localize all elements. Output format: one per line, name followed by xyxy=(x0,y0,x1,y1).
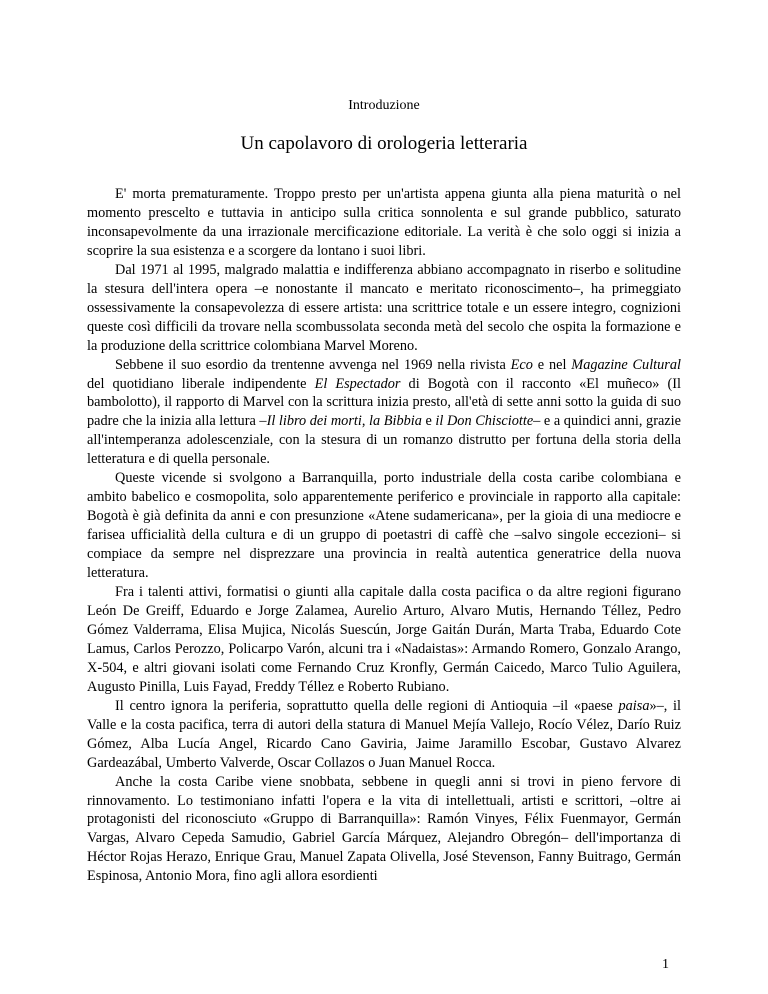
italic-text: paisa xyxy=(618,697,650,714)
paragraph xyxy=(87,583,681,697)
text-run: Dal 1971 al 1995, malgrado malattia e indifferenza abbiano accompagnato in riserbo e solitudine la stesura dell'intera opera –e nonostante il mancato e meritato riconoscimento–, ha primeggiato ossessivamente la consapevolezza di essere artista: una scrittrice totale e un essere integro, cognizioni queste così difficili da trovare nella scombussolata seconda metà del secolo che ospita la formazione e la produzione della scrittrice colombiana Marvel Moreno. xyxy=(87,261,681,354)
paragraph xyxy=(87,697,681,773)
italic-text: Eco xyxy=(510,356,533,373)
text-run: E' morta prematuramente. Troppo presto per un'artista appena giunta alla piena maturità o nel momento prescelto e tuttavia in anticipo sulla critica sonnolenta e sul grande pubblico, saturato inconsapevolmente da una irrazionale mercificazione editoriale. La verità è che solo oggi si inizia a scoprire la sua esistenza e a scorgere da lontano i suoi libri. xyxy=(87,186,681,259)
italic-text: la Bibbia xyxy=(369,413,422,430)
paragraph xyxy=(87,773,681,887)
italic-text: El Espectador xyxy=(314,375,401,392)
text-run: e xyxy=(421,413,436,430)
section-label: Introduzione xyxy=(348,98,420,113)
paragraph xyxy=(87,356,681,470)
text-run: Fra i talenti attivi, formatisi o giunti alla capitale dalla costa pacifica o da altre regioni figurano León De Greiff, Eduardo e Jorge Zalamea, Aurelio Arturo, Alvaro Mutis, Hernando Téllez, Pedro Gómez Valderrama, Elisa Mujica, Nicolás Suescún, Jorge Gaitán Durán, Marta Traba, Eduardo Cote Lamus, Carlos Perozzo, Policarpo Varón, alcuni tra i «Nadaistas»: Armando Romero, Gonzalo Arango, X-504, e altri giovani isolati come Fernando Cruz Kronfly, Germán Caicedo, Marco Tulio Aguilera, Augusto Pinilla, Luis Fayad, Freddy Téllez e Roberto Rubiano. xyxy=(87,584,681,695)
text-run: – e a quindici anni, grazie all'intemperanza adolescenziale, con la stesura di un romanzo distrutto per fortuna della storia della letteratura e di quella personale. xyxy=(87,413,681,468)
italic-text: Il libro dei morti xyxy=(266,413,362,430)
text-run: , xyxy=(361,413,370,430)
paragraph xyxy=(87,185,681,261)
text-run: »–, il Valle e la costa pacifica, terra di autori della statura di Manuel Mejía Vallejo, Rocío Vélez, Darío Ruiz Gómez, Alba Lucía Angel, Ricardo Cano Gaviria, Jaime Jaramillo Escobar, Gustavo Alvarez Gardeazábal, Umberto Valverde, Oscar Collazos o Juan Manuel Rocca. xyxy=(87,697,682,771)
chapter-title: Un capolavoro di orologeria letteraria xyxy=(240,133,528,154)
text-run: Sebbene il suo esordio da trentenne avvenga nel 1969 nella rivista xyxy=(115,356,511,373)
text-run: Il centro ignora la periferia, soprattutto quella delle regioni di Antioquia –il «paese xyxy=(115,697,619,714)
italic-text: Magazine Cultural xyxy=(571,356,681,373)
paragraph xyxy=(87,261,681,356)
text-run: e nel xyxy=(532,356,572,373)
text-run: di Bogotà con il racconto «El muñeco» (Il bambolotto), il rapporto di Marvel con la scrittura inizia presto, all'età di sette anni sotto la guida di suo padre che la inizia alla lettura – xyxy=(87,375,681,430)
page-number: 1 xyxy=(662,957,669,972)
text-run: del quotidiano liberale indipendente xyxy=(87,375,315,392)
text-run: Anche la costa Caribe viene snobbata, sebbene in quegli anni si trovi in pieno fervore di rinnovamento. Lo testimoniano infatti l'opera e la vita di intellettuali, artisti e scrittori, –oltre ai protagonisti del riconosciuto «Gruppo di Barranquilla»: Ramón Vinyes, Félix Fuenmayor, Germán Vargas, Alvaro Cepeda Samudio, Gabriel García Márquez, Alejandro Obregón– dell'importanza di Héctor Rojas Herazo, Enrique Grau, Manuel Zapata Olivella, José Stevenson, Fanny Buitrago, Germán Espinosa, Antonio Mora, fino agli allora esordienti xyxy=(87,773,681,885)
text-run: Queste vicende si svolgono a Barranquilla, porto industriale della costa caribe colombiana e ambito babelico e cosmopolita, solo apparentemente periferico e provinciale in rapporto alla capitale: Bogotà è già definita da anni e con presunzione «Atene sudamericana», per la gioia di una mediocre e farisea ufficialità della cultura e di un gruppo di poetastri di caffè che –salvo singole eccezioni– si compiace da sempre nel disprezzare una provincia in realtà autentica generatrice della nuova letteratura. xyxy=(87,470,681,582)
paragraph xyxy=(87,469,681,583)
body-text xyxy=(87,185,681,886)
italic-text: il Don Chisciotte xyxy=(435,413,534,430)
